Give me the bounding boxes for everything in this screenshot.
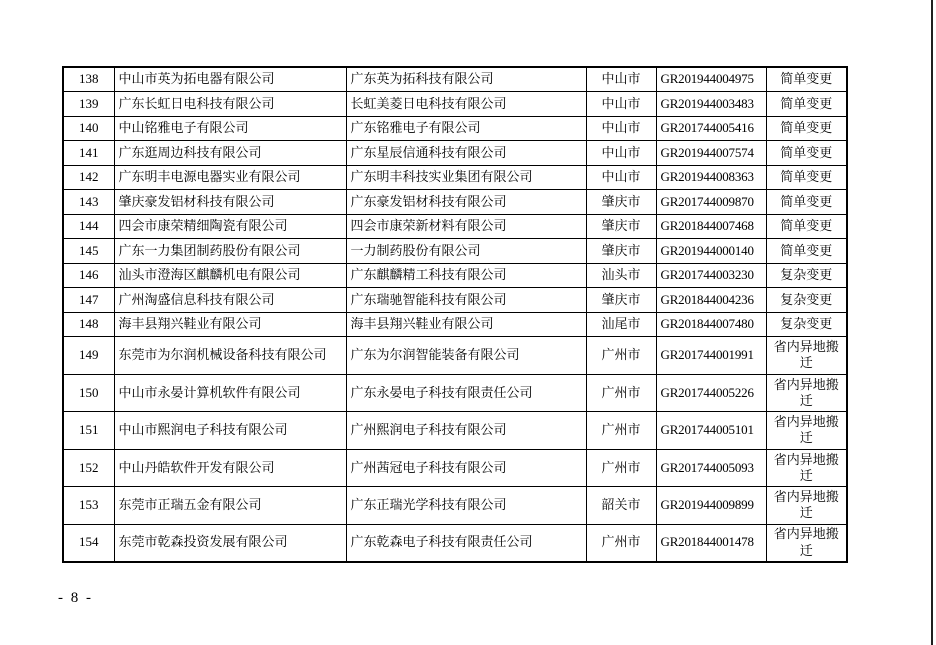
cell-certificate_no: GR201944000140	[656, 239, 766, 264]
cell-certificate_no: GR201744005093	[656, 449, 766, 487]
cell-old_company_name: 广东一力集团制药股份有限公司	[114, 239, 346, 264]
page-number: - 8 -	[58, 590, 93, 606]
cell-old_company_name: 广东逛周边科技有限公司	[114, 141, 346, 166]
cell-new_company_name: 广东乾森电子科技有限责任公司	[346, 524, 586, 562]
cell-new_company_name: 四会市康荣新材料有限公司	[346, 214, 586, 239]
cell-change_type: 简单变更	[766, 116, 847, 141]
cell-certificate_no: GR201744003230	[656, 263, 766, 288]
cell-new_company_name: 海丰县翔兴鞋业有限公司	[346, 312, 586, 337]
cell-old_company_name: 中山丹皓软件开发有限公司	[114, 449, 346, 487]
cell-change_type: 简单变更	[766, 214, 847, 239]
cell-city: 广州市	[586, 524, 656, 562]
cell-city: 中山市	[586, 116, 656, 141]
cell-old_company_name: 汕头市澄海区麒麟机电有限公司	[114, 263, 346, 288]
cell-new_company_name: 广东星辰信通科技有限公司	[346, 141, 586, 166]
cell-change_type: 简单变更	[766, 190, 847, 215]
cell-old_company_name: 广东明丰电源电器实业有限公司	[114, 165, 346, 190]
cell-city: 中山市	[586, 141, 656, 166]
cell-city: 汕头市	[586, 263, 656, 288]
cell-index: 143	[63, 190, 114, 215]
cell-change_type: 复杂变更	[766, 312, 847, 337]
cell-index: 140	[63, 116, 114, 141]
cell-index: 147	[63, 288, 114, 313]
cell-city: 肇庆市	[586, 288, 656, 313]
table-row	[63, 92, 847, 117]
cell-index: 146	[63, 263, 114, 288]
cell-change_type: 复杂变更	[766, 288, 847, 313]
cell-change_type: 复杂变更	[766, 263, 847, 288]
cell-new_company_name: 广东为尔润智能装备有限公司	[346, 337, 586, 375]
cell-city: 中山市	[586, 67, 656, 92]
cell-index: 141	[63, 141, 114, 166]
cell-city: 广州市	[586, 374, 656, 412]
cell-index: 138	[63, 67, 114, 92]
cell-city: 韶关市	[586, 487, 656, 525]
table-row	[63, 141, 847, 166]
cell-certificate_no: GR201844007480	[656, 312, 766, 337]
cell-old_company_name: 四会市康荣精细陶瓷有限公司	[114, 214, 346, 239]
cell-city: 广州市	[586, 337, 656, 375]
cell-city: 中山市	[586, 165, 656, 190]
cell-old_company_name: 中山市英为拓电器有限公司	[114, 67, 346, 92]
cell-index: 151	[63, 412, 114, 450]
cell-certificate_no: GR201844001478	[656, 524, 766, 562]
cell-certificate_no: GR201744005226	[656, 374, 766, 412]
cell-new_company_name: 广东豪发铝材科技有限公司	[346, 190, 586, 215]
cell-new_company_name: 一力制药股份有限公司	[346, 239, 586, 264]
cell-index: 149	[63, 337, 114, 375]
table-row	[63, 288, 847, 313]
cell-old_company_name: 中山铭雅电子有限公司	[114, 116, 346, 141]
cell-change_type: 省内异地搬迁	[766, 374, 847, 412]
table-row	[63, 67, 847, 92]
company-change-table	[62, 66, 848, 563]
cell-index: 152	[63, 449, 114, 487]
page-edge-line	[931, 0, 933, 645]
cell-index: 148	[63, 312, 114, 337]
table-row	[63, 116, 847, 141]
cell-change_type: 简单变更	[766, 141, 847, 166]
cell-certificate_no: GR201944004975	[656, 67, 766, 92]
cell-certificate_no: GR201944009899	[656, 487, 766, 525]
table-row	[63, 412, 847, 450]
cell-index: 145	[63, 239, 114, 264]
cell-city: 汕尾市	[586, 312, 656, 337]
cell-certificate_no: GR201944003483	[656, 92, 766, 117]
cell-new_company_name: 长虹美菱日电科技有限公司	[346, 92, 586, 117]
cell-city: 广州市	[586, 412, 656, 450]
table-row	[63, 312, 847, 337]
cell-city: 肇庆市	[586, 239, 656, 264]
cell-certificate_no: GR201744005101	[656, 412, 766, 450]
cell-new_company_name: 广东麒麟精工科技有限公司	[346, 263, 586, 288]
cell-certificate_no: GR201944007574	[656, 141, 766, 166]
table-row	[63, 449, 847, 487]
cell-change_type: 省内异地搬迁	[766, 487, 847, 525]
cell-index: 154	[63, 524, 114, 562]
cell-old_company_name: 东莞市乾森投资发展有限公司	[114, 524, 346, 562]
cell-old_company_name: 东莞市正瑞五金有限公司	[114, 487, 346, 525]
table-row	[63, 165, 847, 190]
cell-new_company_name: 广东正瑞光学科技有限公司	[346, 487, 586, 525]
cell-change_type: 省内异地搬迁	[766, 337, 847, 375]
cell-certificate_no: GR201844007468	[656, 214, 766, 239]
cell-old_company_name: 中山市永晏计算机软件有限公司	[114, 374, 346, 412]
cell-change_type: 省内异地搬迁	[766, 449, 847, 487]
cell-city: 广州市	[586, 449, 656, 487]
cell-index: 150	[63, 374, 114, 412]
cell-index: 144	[63, 214, 114, 239]
table-row	[63, 214, 847, 239]
table-row	[63, 190, 847, 215]
cell-change_type: 简单变更	[766, 239, 847, 264]
table-body	[63, 67, 847, 562]
cell-change_type: 省内异地搬迁	[766, 524, 847, 562]
cell-city: 中山市	[586, 92, 656, 117]
table-row	[63, 263, 847, 288]
cell-city: 肇庆市	[586, 214, 656, 239]
table-row	[63, 524, 847, 562]
cell-new_company_name: 广东铭雅电子有限公司	[346, 116, 586, 141]
cell-index: 139	[63, 92, 114, 117]
cell-new_company_name: 广州茜冠电子科技有限公司	[346, 449, 586, 487]
cell-change_type: 简单变更	[766, 92, 847, 117]
cell-change_type: 简单变更	[766, 165, 847, 190]
cell-new_company_name: 广东瑞驰智能科技有限公司	[346, 288, 586, 313]
cell-old_company_name: 广东长虹日电科技有限公司	[114, 92, 346, 117]
cell-new_company_name: 广东明丰科技实业集团有限公司	[346, 165, 586, 190]
cell-new_company_name: 广州熙润电子科技有限公司	[346, 412, 586, 450]
table-row	[63, 374, 847, 412]
cell-certificate_no: GR201944008363	[656, 165, 766, 190]
cell-old_company_name: 广州淘盛信息科技有限公司	[114, 288, 346, 313]
table-row	[63, 487, 847, 525]
cell-new_company_name: 广东永晏电子科技有限责任公司	[346, 374, 586, 412]
table-row	[63, 337, 847, 375]
cell-new_company_name: 广东英为拓科技有限公司	[346, 67, 586, 92]
cell-change_type: 省内异地搬迁	[766, 412, 847, 450]
cell-certificate_no: GR201744009870	[656, 190, 766, 215]
cell-certificate_no: GR201844004236	[656, 288, 766, 313]
cell-index: 153	[63, 487, 114, 525]
cell-old_company_name: 肇庆豪发铝材科技有限公司	[114, 190, 346, 215]
cell-certificate_no: GR201744005416	[656, 116, 766, 141]
cell-old_company_name: 东莞市为尔润机械设备科技有限公司	[114, 337, 346, 375]
cell-city: 肇庆市	[586, 190, 656, 215]
cell-old_company_name: 海丰县翔兴鞋业有限公司	[114, 312, 346, 337]
cell-certificate_no: GR201744001991	[656, 337, 766, 375]
cell-change_type: 简单变更	[766, 67, 847, 92]
table-row	[63, 239, 847, 264]
cell-old_company_name: 中山市熙润电子科技有限公司	[114, 412, 346, 450]
cell-index: 142	[63, 165, 114, 190]
